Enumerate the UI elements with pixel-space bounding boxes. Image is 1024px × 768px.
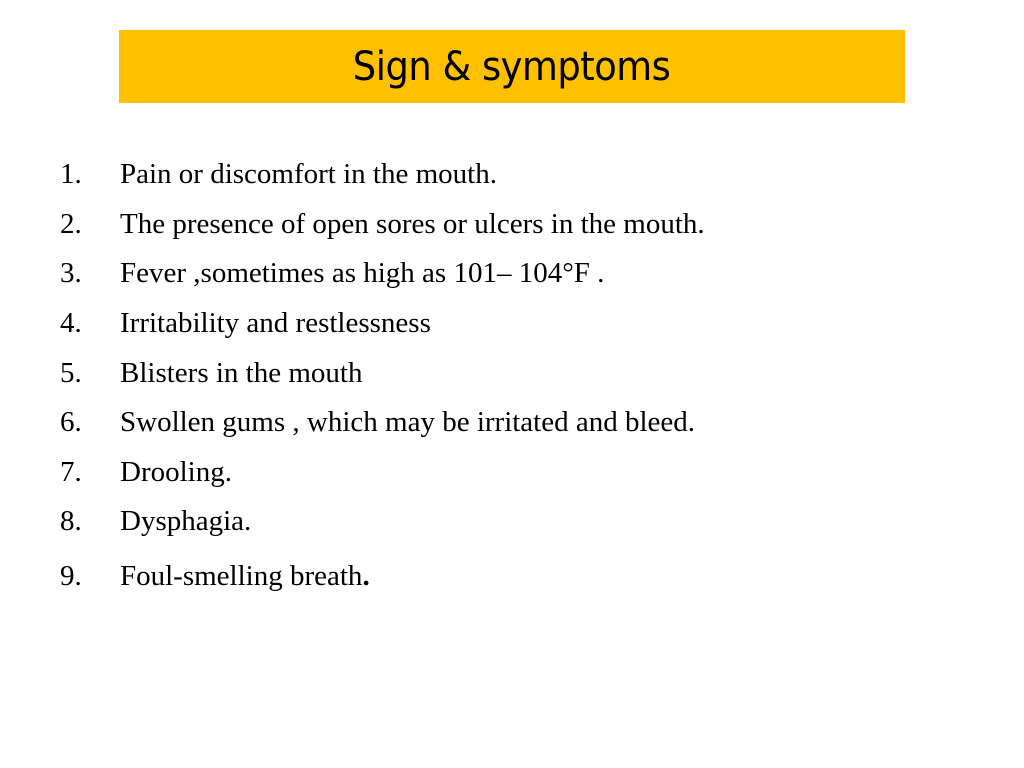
item-number: 5. — [60, 356, 82, 389]
list-item — [60, 200, 960, 250]
slide-title: Sign & symptoms — [353, 43, 671, 90]
list-item — [60, 299, 960, 349]
item-number: 7. — [60, 455, 82, 488]
list-item — [60, 249, 960, 299]
item-text: Dysphagia. — [120, 505, 252, 538]
item-text: The presence of open sores or ulcers in the mouth. — [120, 207, 705, 240]
item-number: 8. — [60, 505, 82, 538]
item-number: 4. — [60, 307, 82, 340]
item-number: 3. — [60, 257, 82, 290]
symptom-list — [60, 150, 960, 607]
list-item — [60, 448, 960, 498]
list-item — [60, 497, 960, 547]
item-number: 2. — [60, 207, 82, 240]
list-item — [60, 348, 960, 398]
item-text: Irritability and restlessness — [120, 307, 431, 340]
list-item — [60, 150, 960, 200]
item-number: 1. — [60, 158, 82, 191]
list-item — [60, 547, 960, 607]
item-text: Drooling. — [120, 455, 232, 488]
item-text-suffix: . — [362, 560, 370, 593]
item-text: Pain or discomfort in the mouth. — [120, 158, 497, 191]
item-text: Swollen gums , which may be irritated and bleed. — [120, 406, 696, 439]
item-text: Blisters in the mouth — [120, 356, 363, 389]
item-text-body: Foul-smelling breath — [120, 560, 363, 593]
item-number: 6. — [60, 406, 82, 439]
item-number: 9. — [60, 560, 82, 593]
item-text — [120, 560, 370, 593]
title-bar — [119, 30, 905, 103]
item-text: Fever ,sometimes as high as 101– 104°F . — [120, 257, 605, 290]
list-item — [60, 398, 960, 448]
